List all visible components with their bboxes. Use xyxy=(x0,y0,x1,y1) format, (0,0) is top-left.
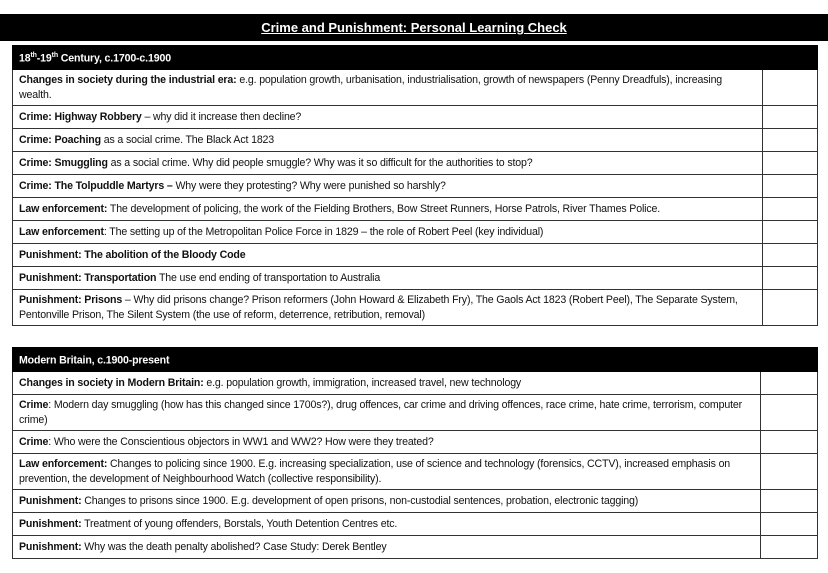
table-row xyxy=(13,267,818,290)
topic-heading: Changes in society in Modern Britain: xyxy=(19,376,204,389)
topic-description: Why was the death penalty abolished? Case Study: Derek Bentley xyxy=(81,540,387,553)
topic-description: : Modern day smuggling (how has this changed since 1700s?), drug offences, car crime and driving offences, race crime, hate crime, terrorism, computer crime) xyxy=(19,398,742,426)
check-cell[interactable] xyxy=(761,536,818,559)
topic-description: The development of policing, the work of the Fielding Brothers, Bow Street Runners, Horse Patrols, River Thames Police. xyxy=(107,202,661,215)
topic-cell xyxy=(13,106,763,129)
check-cell[interactable] xyxy=(763,129,818,152)
table-row xyxy=(13,431,818,454)
topic-description: Changes to policing since 1900. E.g. increasing specialization, use of science and technology (forensics, CCTV), increased emphasis on prevention, the development of Neighbourhood Watch (collective responsibility). xyxy=(19,457,731,485)
topic-description: Why were they protesting? Why were punished so harshly? xyxy=(172,179,446,192)
topic-heading: Law enforcement xyxy=(19,225,104,238)
topic-cell xyxy=(13,454,761,490)
topic-heading: Punishment: Transportation xyxy=(19,271,157,284)
table-row xyxy=(13,454,818,490)
topic-heading: Crime: The Tolpuddle Martyrs – xyxy=(19,179,173,192)
table-row xyxy=(13,513,818,536)
topic-cell xyxy=(13,70,763,106)
topic-description: Treatment of young offenders, Borstals, Youth Detention Centres etc. xyxy=(81,517,398,530)
topic-heading: Punishment: xyxy=(19,540,82,553)
topic-cell xyxy=(13,152,763,175)
topic-description: – why did it increase then decline? xyxy=(141,110,302,123)
table-row xyxy=(13,244,818,267)
topic-description: e.g. population growth, urbanisation, industrialisation, growth of newspapers (Penny Dreadfuls), increasing wealth. xyxy=(19,73,723,101)
topic-cell xyxy=(13,513,761,536)
table-row xyxy=(13,152,818,175)
superscript: th xyxy=(51,52,58,60)
topic-description: e.g. population growth, immigration, increased travel, new technology xyxy=(203,376,522,389)
section-header-row xyxy=(13,348,818,372)
table-row xyxy=(13,372,818,395)
check-cell[interactable] xyxy=(763,70,818,106)
check-cell[interactable] xyxy=(763,175,818,198)
section-table-modern-britain xyxy=(12,347,818,559)
topic-cell xyxy=(13,372,761,395)
topic-description: : The setting up of the Metropolitan Police Force in 1829 – the role of Robert Peel (key individual) xyxy=(103,225,544,238)
table-row xyxy=(13,70,818,106)
check-cell[interactable] xyxy=(763,290,818,326)
topic-cell xyxy=(13,129,763,152)
topic-cell xyxy=(13,198,763,221)
section-header xyxy=(13,348,818,372)
check-cell[interactable] xyxy=(763,244,818,267)
topic-description: : Who were the Conscientious objectors in WW1 and WW2? How were they treated? xyxy=(48,435,434,448)
check-cell[interactable] xyxy=(761,454,818,490)
topic-cell xyxy=(13,267,763,290)
topic-heading: Crime xyxy=(19,398,49,411)
section-table-18th-19th-century xyxy=(12,45,818,326)
section-header-text: Century, c.1700-c.1900 xyxy=(57,52,171,65)
check-cell[interactable] xyxy=(761,372,818,395)
topic-heading: Punishment: Prisons xyxy=(19,293,123,306)
topic-heading: Crime: Highway Robbery xyxy=(19,110,142,123)
topic-description: The use end ending of transportation to Australia xyxy=(156,271,381,284)
topic-description: as a social crime. Why did people smuggle? Why was it so difficult for the authorities to stop? xyxy=(107,156,533,169)
topic-cell xyxy=(13,290,763,326)
table-row xyxy=(13,175,818,198)
section-header-text: Modern Britain, c.1900-present xyxy=(19,354,170,367)
topic-description: Changes to prisons since 1900. E.g. development of open prisons, non-custodial sentences, probation, electronic tagging) xyxy=(81,494,639,507)
page-title: Crime and Punishment: Personal Learning Check xyxy=(261,20,567,35)
topic-heading: Law enforcement: xyxy=(19,202,108,215)
topic-cell xyxy=(13,175,763,198)
table-row xyxy=(13,395,818,431)
table-row xyxy=(13,290,818,326)
topic-heading: Crime: Smuggling xyxy=(19,156,108,169)
topic-cell xyxy=(13,244,763,267)
section-header-row xyxy=(13,46,818,70)
section-header-text: 18 xyxy=(19,52,31,65)
check-cell[interactable] xyxy=(761,513,818,536)
topic-cell xyxy=(13,490,761,513)
check-cell[interactable] xyxy=(763,152,818,175)
page-title-bar xyxy=(0,14,828,41)
check-cell[interactable] xyxy=(763,221,818,244)
topic-heading: Punishment: The abolition of the Bloody Code xyxy=(19,248,246,261)
topic-heading: Punishment: xyxy=(19,517,82,530)
table-row xyxy=(13,490,818,513)
section-header xyxy=(13,46,818,70)
check-cell[interactable] xyxy=(761,431,818,454)
topic-description: as a social crime. The Black Act 1823 xyxy=(100,133,275,146)
superscript: th xyxy=(30,52,37,60)
check-cell[interactable] xyxy=(761,490,818,513)
topic-heading: Punishment: xyxy=(19,494,82,507)
topic-description: – Why did prisons change? Prison reformers (John Howard & Elizabeth Fry), The Gaols Act 1823 (Robert Peel), The Separate System, Pentonville Prison, The Silent System (the use of reform, deterrence, retribution, removal) xyxy=(19,293,738,321)
topic-heading: Crime: Poaching xyxy=(19,133,101,146)
topic-cell xyxy=(13,221,763,244)
table-row xyxy=(13,106,818,129)
topic-cell xyxy=(13,395,761,431)
topic-heading: Law enforcement: xyxy=(19,457,108,470)
check-cell[interactable] xyxy=(761,395,818,431)
topic-cell xyxy=(13,431,761,454)
topic-heading: Changes in society during the industrial era: xyxy=(19,73,237,86)
table-row xyxy=(13,129,818,152)
check-cell[interactable] xyxy=(763,267,818,290)
check-cell[interactable] xyxy=(763,106,818,129)
topic-heading: Crime xyxy=(19,435,49,448)
table-row xyxy=(13,536,818,559)
table-row xyxy=(13,221,818,244)
topic-cell xyxy=(13,536,761,559)
section-header-text: -19 xyxy=(36,52,52,65)
check-cell[interactable] xyxy=(763,198,818,221)
table-row xyxy=(13,198,818,221)
